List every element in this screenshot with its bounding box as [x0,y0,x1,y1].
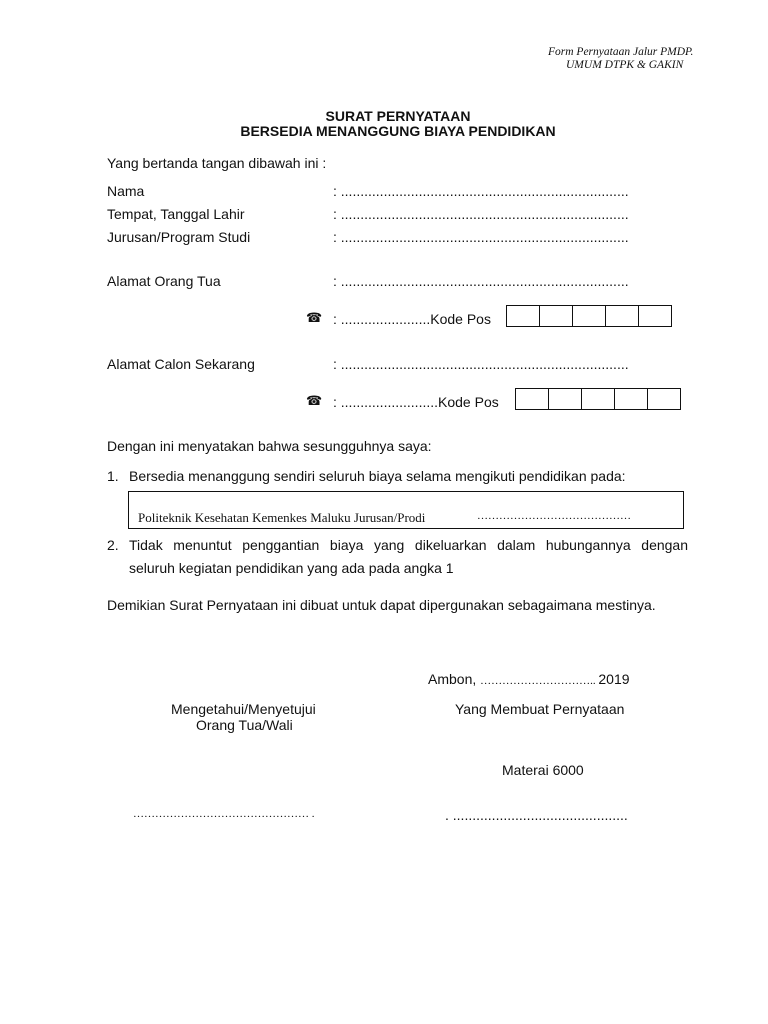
phone-ortu-field: : .......................Kode Pos [333,311,491,327]
postal-box [648,389,681,409]
institution-name: Politeknik Kesehatan Kemenkes Maluku Jurusan/Prodi [138,510,426,525]
materai-label: Materai 6000 [502,762,584,778]
form-type-label: Form Pernyataan Jalur PMDP. [548,46,694,58]
item-2-line2: seluruh kegiatan pendidikan yang ada pada angka 1 [129,560,454,576]
left-signatory-subtitle: Orang Tua/Wali [196,717,293,733]
postal-box [606,306,639,326]
postal-box [573,306,606,326]
field-value-alamat-ortu: : .......................................................................... [333,273,629,289]
place-date [428,670,630,690]
telephone-icon: ☎ [306,310,323,325]
right-signature-line: . ............................................. [445,807,628,823]
field-value-alamat-calon: : .......................................................................... [333,356,629,372]
postal-box [516,389,549,409]
field-label-nama: Nama [107,183,145,199]
item-number-1: 1. [107,468,119,484]
item-2-line1: Tidak menuntut penggantian biaya yang dikeluarkan dalam hubungannya dengan [129,537,688,553]
field-value-jurusan: : .......................................................................... [333,229,629,245]
field-label-alamat-ortu: Alamat Orang Tua [107,273,221,289]
document-subtitle: BERSEDIA MENANGGUNG BIAYA PENDIDIKAN [240,123,556,139]
right-signatory-title: Yang Membuat Pernyataan [455,701,625,717]
institution-dots: …………………………………… [477,510,631,522]
date-dots: ………………………….. [480,675,599,687]
field-label-ttl: Tempat, Tanggal Lahir [107,206,245,222]
left-signatory-title: Mengetahui/Menyetujui [171,701,316,717]
form-category-label: UMUM DTPK & GAKIN [566,59,684,71]
left-signature-line: ………………………………………… . [133,808,315,820]
postal-box [549,389,582,409]
item-number-2: 2. [107,537,119,553]
document-title: SURAT PERNYATAAN [325,108,471,124]
telephone-icon: ☎ [306,393,323,408]
postal-code-boxes-ortu [506,305,672,327]
postal-box [507,306,540,326]
field-value-nama: : .......................................................................... [333,183,629,199]
postal-box [582,389,615,409]
place-label: Ambon, [428,671,481,687]
postal-code-boxes-calon [515,388,681,410]
item-1-text: Bersedia menanggung sendiri seluruh biaya selama mengikuti pendidikan pada: [129,468,626,484]
field-label-alamat-calon: Alamat Calon Sekarang [107,356,255,372]
postal-box [639,306,672,326]
field-label-jurusan: Jurusan/Program Studi [107,229,251,245]
field-value-ttl: : .......................................................................... [333,206,629,222]
postal-box [540,306,573,326]
intro-text: Yang bertanda tangan dibawah ini : [107,155,327,171]
closing-text: Demikian Surat Pernyataan ini dibuat untuk dapat dipergunakan sebagaimana mestinya. [107,597,656,613]
phone-calon-field: : .........................Kode Pos [333,394,499,410]
statement-intro: Dengan ini menyatakan bahwa sesungguhnya saya: [107,438,432,454]
postal-box [615,389,648,409]
year: 2019 [598,671,630,687]
